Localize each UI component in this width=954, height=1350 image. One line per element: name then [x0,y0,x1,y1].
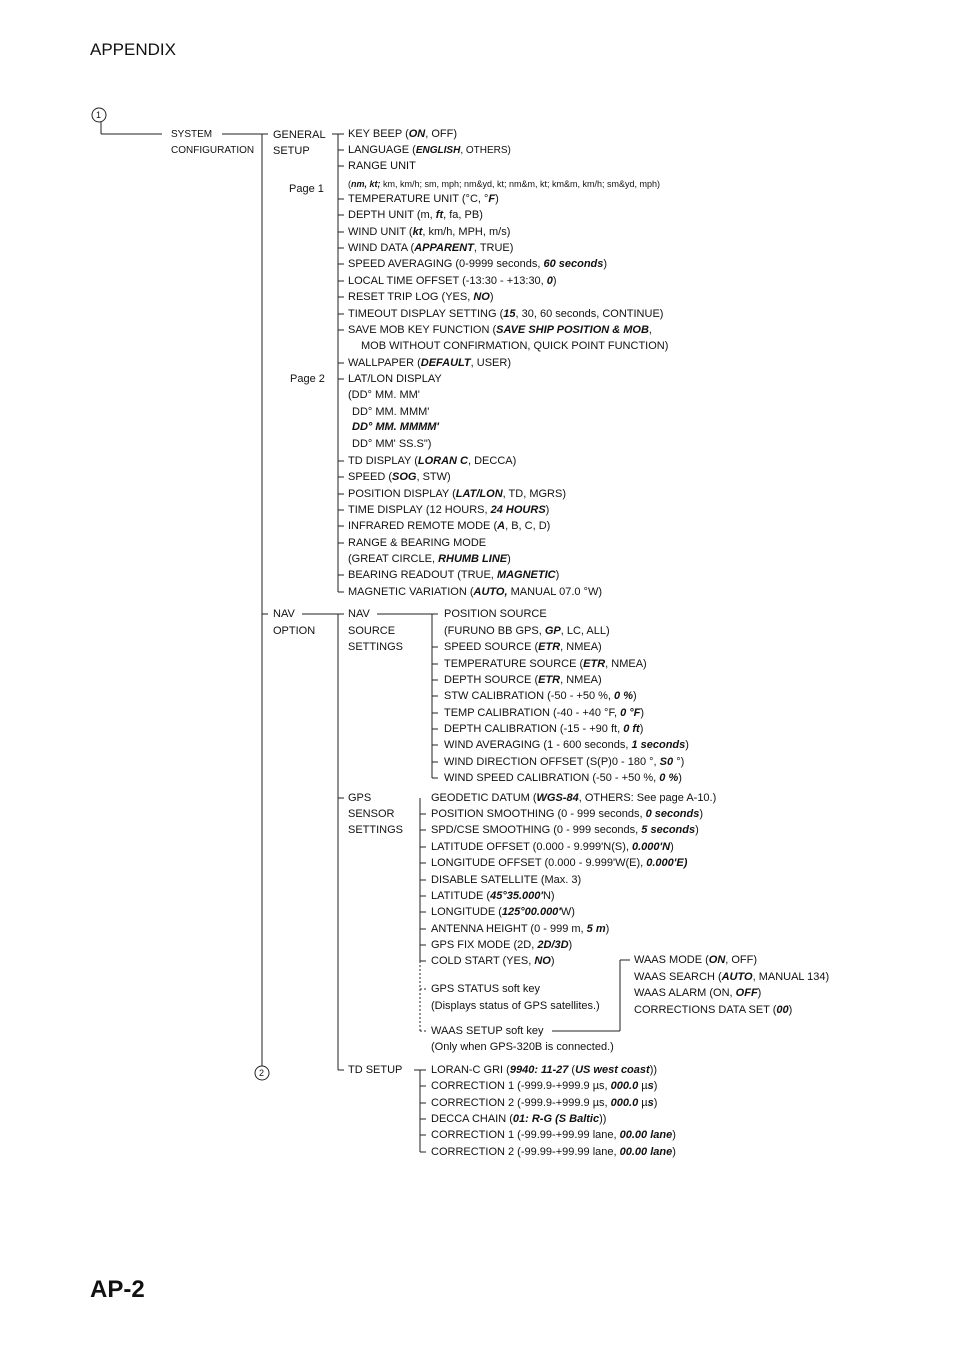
depth-source-item: DEPTH SOURCE (ETR, NMEA) [444,674,602,686]
decca-chain-item: DECCA CHAIN (01: R-G (S Baltic)) [431,1113,607,1125]
range-bearing-options: (GREAT CIRCLE, RHUMB LINE) [348,553,511,565]
nav-label: NAV [273,608,295,620]
position-smoothing-item: POSITION SMOOTHING (0 - 999 seconds, 0 seconds) [431,808,704,820]
gps-fix-mode-item: GPS FIX MODE (2D, 2D/3D) [431,939,573,951]
speed-source-item: SPEED SOURCE (ETR, NMEA) [444,641,602,653]
decca-correction-2-item: CORRECTION 2 (-99.99-+99.99 lane, 00.00 lane) [431,1146,676,1158]
decca-correction-1-item: CORRECTION 1 (-99.99-+99.99 lane, 00.00 lane) [431,1129,676,1141]
depth-calibration-item: DEPTH CALIBRATION (-15 - +90 ft, 0 ft) [444,723,644,735]
wind-data-item: WIND DATA (APPARENT, TRUE) [348,242,514,254]
wind-averaging-item: WIND AVERAGING (1 - 600 seconds, 1 seconds) [444,739,689,751]
cold-start-item: COLD START (YES, NO) [431,955,555,967]
gps-status-softkey-note: (Displays status of GPS satellites.) [431,1000,600,1012]
waas-alarm-item: WAAS ALARM (ON, OFF) [634,987,762,999]
latitude-item: LATITUDE (45°35.000'N) [431,890,555,902]
latlon-option-2: DD° MM. MMM' [352,406,430,418]
position-source-item: POSITION SOURCE [444,608,547,620]
waas-setup-softkey-note: (Only when GPS-320B is connected.) [431,1041,614,1053]
system-label: SYSTEM [171,129,213,140]
loran-correction-1-item: CORRECTION 1 (-999.9-+999.9 µs, 000.0 µs) [431,1080,658,1092]
waas-mode-item: WAAS MODE (ON, OFF) [634,954,758,966]
range-unit-item: RANGE UNIT [348,160,416,172]
wind-speed-calibration-item: WIND SPEED CALIBRATION (-50 - +50 %, 0 %) [444,772,682,784]
range-unit-options: (nm, kt; km, km/h; sm, mph; nm&yd, kt; nm&m, kt; km&m, km/h; sm&yd, mph) [348,179,661,189]
header-appendix: APPENDIX [90,40,176,59]
marker-2-number: 2 [259,1068,265,1078]
setup-label: SETUP [273,145,310,157]
loran-correction-2-item: CORRECTION 2 (-999.9-+999.9 µs, 000.0 µs) [431,1097,658,1109]
page2-label: Page 2 [290,373,325,385]
corrections-data-set-item: CORRECTIONS DATA SET (00) [634,1004,793,1016]
wallpaper-item: WALLPAPER (DEFAULT, USER) [348,357,511,369]
longitude-offset-item: LONGITUDE OFFSET (0.000 - 9.999'W(E), 0.000'E) [431,857,688,869]
depth-unit-item: DEPTH UNIT (m, ft, fa, PB) [348,209,483,221]
key-beep-item: KEY BEEP (ON, OFF) [348,128,458,140]
infrared-remote-item: INFRARED REMOTE MODE (A, B, C, D) [348,520,551,532]
td-setup-label: TD SETUP [348,1064,403,1076]
latitude-offset-item: LATITUDE OFFSET (0.000 - 9.999'N(S), 0.000'N) [431,841,674,853]
temperature-source-item: TEMPERATURE SOURCE (ETR, NMEA) [444,658,647,670]
reset-trip-log-item: RESET TRIP LOG (YES, NO) [348,291,494,303]
latlon-option-1: (DD° MM. MM' [348,389,420,401]
timeout-display-item: TIMEOUT DISPLAY SETTING (15, 30, 60 seconds, CONTINUE) [348,308,664,320]
temp-calibration-item: TEMP CALIBRATION (-40 - +40 °F, 0 °F) [444,707,645,719]
latlon-display-item: LAT/LON DISPLAY [348,373,442,385]
page-number-footer: AP-2 [90,1276,145,1303]
marker-1-number: 1 [96,110,102,120]
latlon-option-4: DD° MM' SS.S") [352,438,432,450]
time-display-item: TIME DISPLAY (12 HOURS, 24 HOURS) [348,504,550,516]
latlon-option-3: DD° MM. MMMM' [352,421,440,433]
temperature-unit-item: TEMPERATURE UNIT (°C, °F) [348,193,499,205]
disable-satellite-item: DISABLE SATELLITE (Max. 3) [431,874,582,886]
loran-c-gri-item: LORAN-C GRI (9940: 11-27 (US west coast)) [431,1064,658,1076]
magnetic-variation-item: MAGNETIC VARIATION (AUTO, MANUAL 07.0 °W) [348,586,602,598]
antenna-height-item: ANTENNA HEIGHT (0 - 999 m, 5 m) [431,923,610,935]
geodetic-datum-item: GEODETIC DATUM (WGS-84, OTHERS: See page A-10.) [431,792,717,804]
nav-source-label-1: NAV [348,608,370,620]
gps-status-softkey-item: GPS STATUS soft key [431,983,541,995]
save-mob-key-item: SAVE MOB KEY FUNCTION (SAVE SHIP POSITION & MOB, [348,324,652,336]
local-time-offset-item: LOCAL TIME OFFSET (-13:30 - +13:30, 0) [348,275,557,287]
nav-source-label-3: SETTINGS [348,641,404,653]
speed-item: SPEED (SOG, STW) [348,471,451,483]
speed-averaging-item: SPEED AVERAGING (0-9999 seconds, 60 seconds) [348,258,608,270]
option-label: OPTION [273,625,316,637]
configuration-label: CONFIGURATION [171,145,255,156]
waas-search-item: WAAS SEARCH (AUTO, MANUAL 134) [634,971,830,983]
gps-label-2: SENSOR [348,808,395,820]
general-label: GENERAL [273,129,326,141]
gps-label-3: SETTINGS [348,824,404,836]
spd-cse-smoothing-item: SPD/CSE SMOOTHING (0 - 999 seconds, 5 seconds) [431,824,699,836]
gps-label-1: GPS [348,792,372,804]
td-display-item: TD DISPLAY (LORAN C, DECCA) [348,455,517,467]
bearing-readout-item: BEARING READOUT (TRUE, MAGNETIC) [348,569,560,581]
save-mob-key-options: MOB WITHOUT CONFIRMATION, QUICK POINT FUNCTION) [361,340,669,352]
language-item: LANGUAGE (ENGLISH, OTHERS) [348,144,511,156]
range-bearing-item: RANGE & BEARING MODE [348,537,487,549]
wind-direction-offset-item: WIND DIRECTION OFFSET (S(P)0 - 180 °, S0 °) [444,756,685,768]
longitude-item: LONGITUDE (125°00.000'W) [431,906,575,918]
position-display-item: POSITION DISPLAY (LAT/LON, TD, MGRS) [348,488,566,500]
position-source-options: (FURUNO BB GPS, GP, LC, ALL) [444,625,610,637]
nav-source-label-2: SOURCE [348,625,396,637]
page1-label: Page 1 [289,183,324,195]
stw-calibration-item: STW CALIBRATION (-50 - +50 %, 0 %) [444,690,637,702]
waas-setup-softkey-item: WAAS SETUP soft key [431,1025,544,1037]
wind-unit-item: WIND UNIT (kt, km/h, MPH, m/s) [348,226,511,238]
